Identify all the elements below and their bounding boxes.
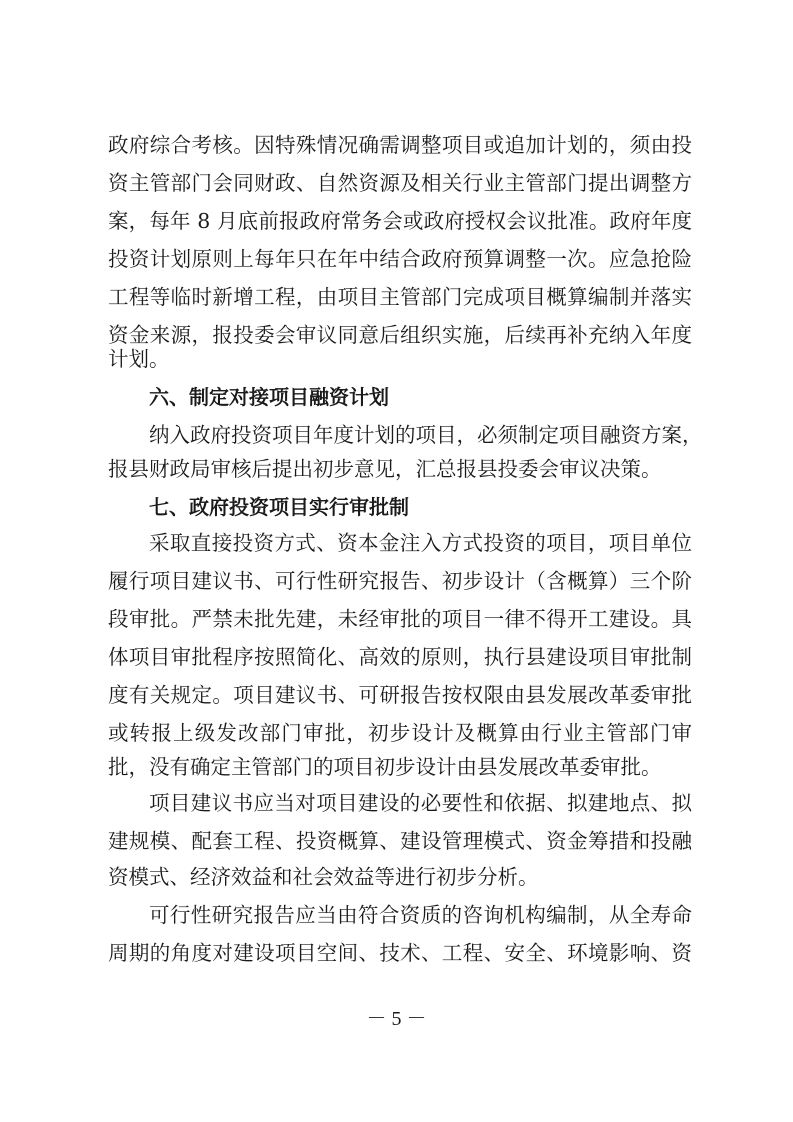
body-line: 资金来源，报投委会审议同意后组织实施，后续再补充纳入年度: [108, 323, 692, 347]
body-line: 体项目审批程序按照简化、高效的原则，执行县建设项目审批制: [108, 645, 692, 669]
body-line: 纳入政府投资项目年度计划的项目，必须制定项目融资方案，: [149, 423, 703, 447]
body-line: 度有关规定。项目建议书、可研报告按权限由县发展改革委审批: [108, 683, 692, 707]
body-line: 可行性研究报告应当由符合资质的咨询机构编制，从全寿命: [149, 903, 692, 927]
body-line: 报县财政局审核后提出初步意见，汇总报县投委会审议决策。: [108, 457, 662, 481]
body-line: 批，没有确定主管部门的项目初步设计由县发展改革委审批。: [108, 755, 662, 779]
body-line: 周期的角度对建设项目空间、技术、工程、安全、环境影响、资: [108, 941, 692, 965]
body-line: 采取直接投资方式、资本金注入方式投资的项目，项目单位: [149, 531, 692, 555]
body-line: 计划。: [108, 347, 170, 371]
body-line: 政府综合考核。因特殊情况确需调整项目或追加计划的，须由投: [108, 133, 692, 157]
page-number: － 5 －: [366, 1008, 427, 1030]
section-heading-6: 六、制定对接项目融资计划: [149, 385, 389, 409]
body-line: 投资计划原则上每年只在年中结合政府预算调整一次。应急抢险: [108, 247, 692, 271]
body-line: 履行项目建议书、可行性研究报告、初步设计（含概算）三个阶: [108, 569, 692, 593]
body-line: 工程等临时新增工程，由项目主管部门完成项目概算编制并落实: [108, 285, 692, 309]
body-line: 资主管部门会同财政、自然资源及相关行业主管部门提出调整方: [108, 171, 692, 195]
section-heading-7: 七、政府投资项目实行审批制: [149, 495, 409, 519]
body-line: 案，每年 8 月底前报政府常务会或政府授权会议批准。政府年度: [108, 209, 692, 233]
body-line: 段审批。严禁未批先建，未经审批的项目一律不得开工建设。具: [108, 607, 692, 631]
body-line: 资模式、经济效益和社会效益等进行初步分析。: [108, 865, 539, 889]
body-line: 建规模、配套工程、投资概算、建设管理模式、资金筹措和投融: [108, 829, 692, 853]
body-line: 或转报上级发改部门审批，初步设计及概算由行业主管部门审: [108, 721, 692, 745]
body-line: 项目建议书应当对项目建设的必要性和依据、拟建地点、拟: [149, 791, 692, 815]
